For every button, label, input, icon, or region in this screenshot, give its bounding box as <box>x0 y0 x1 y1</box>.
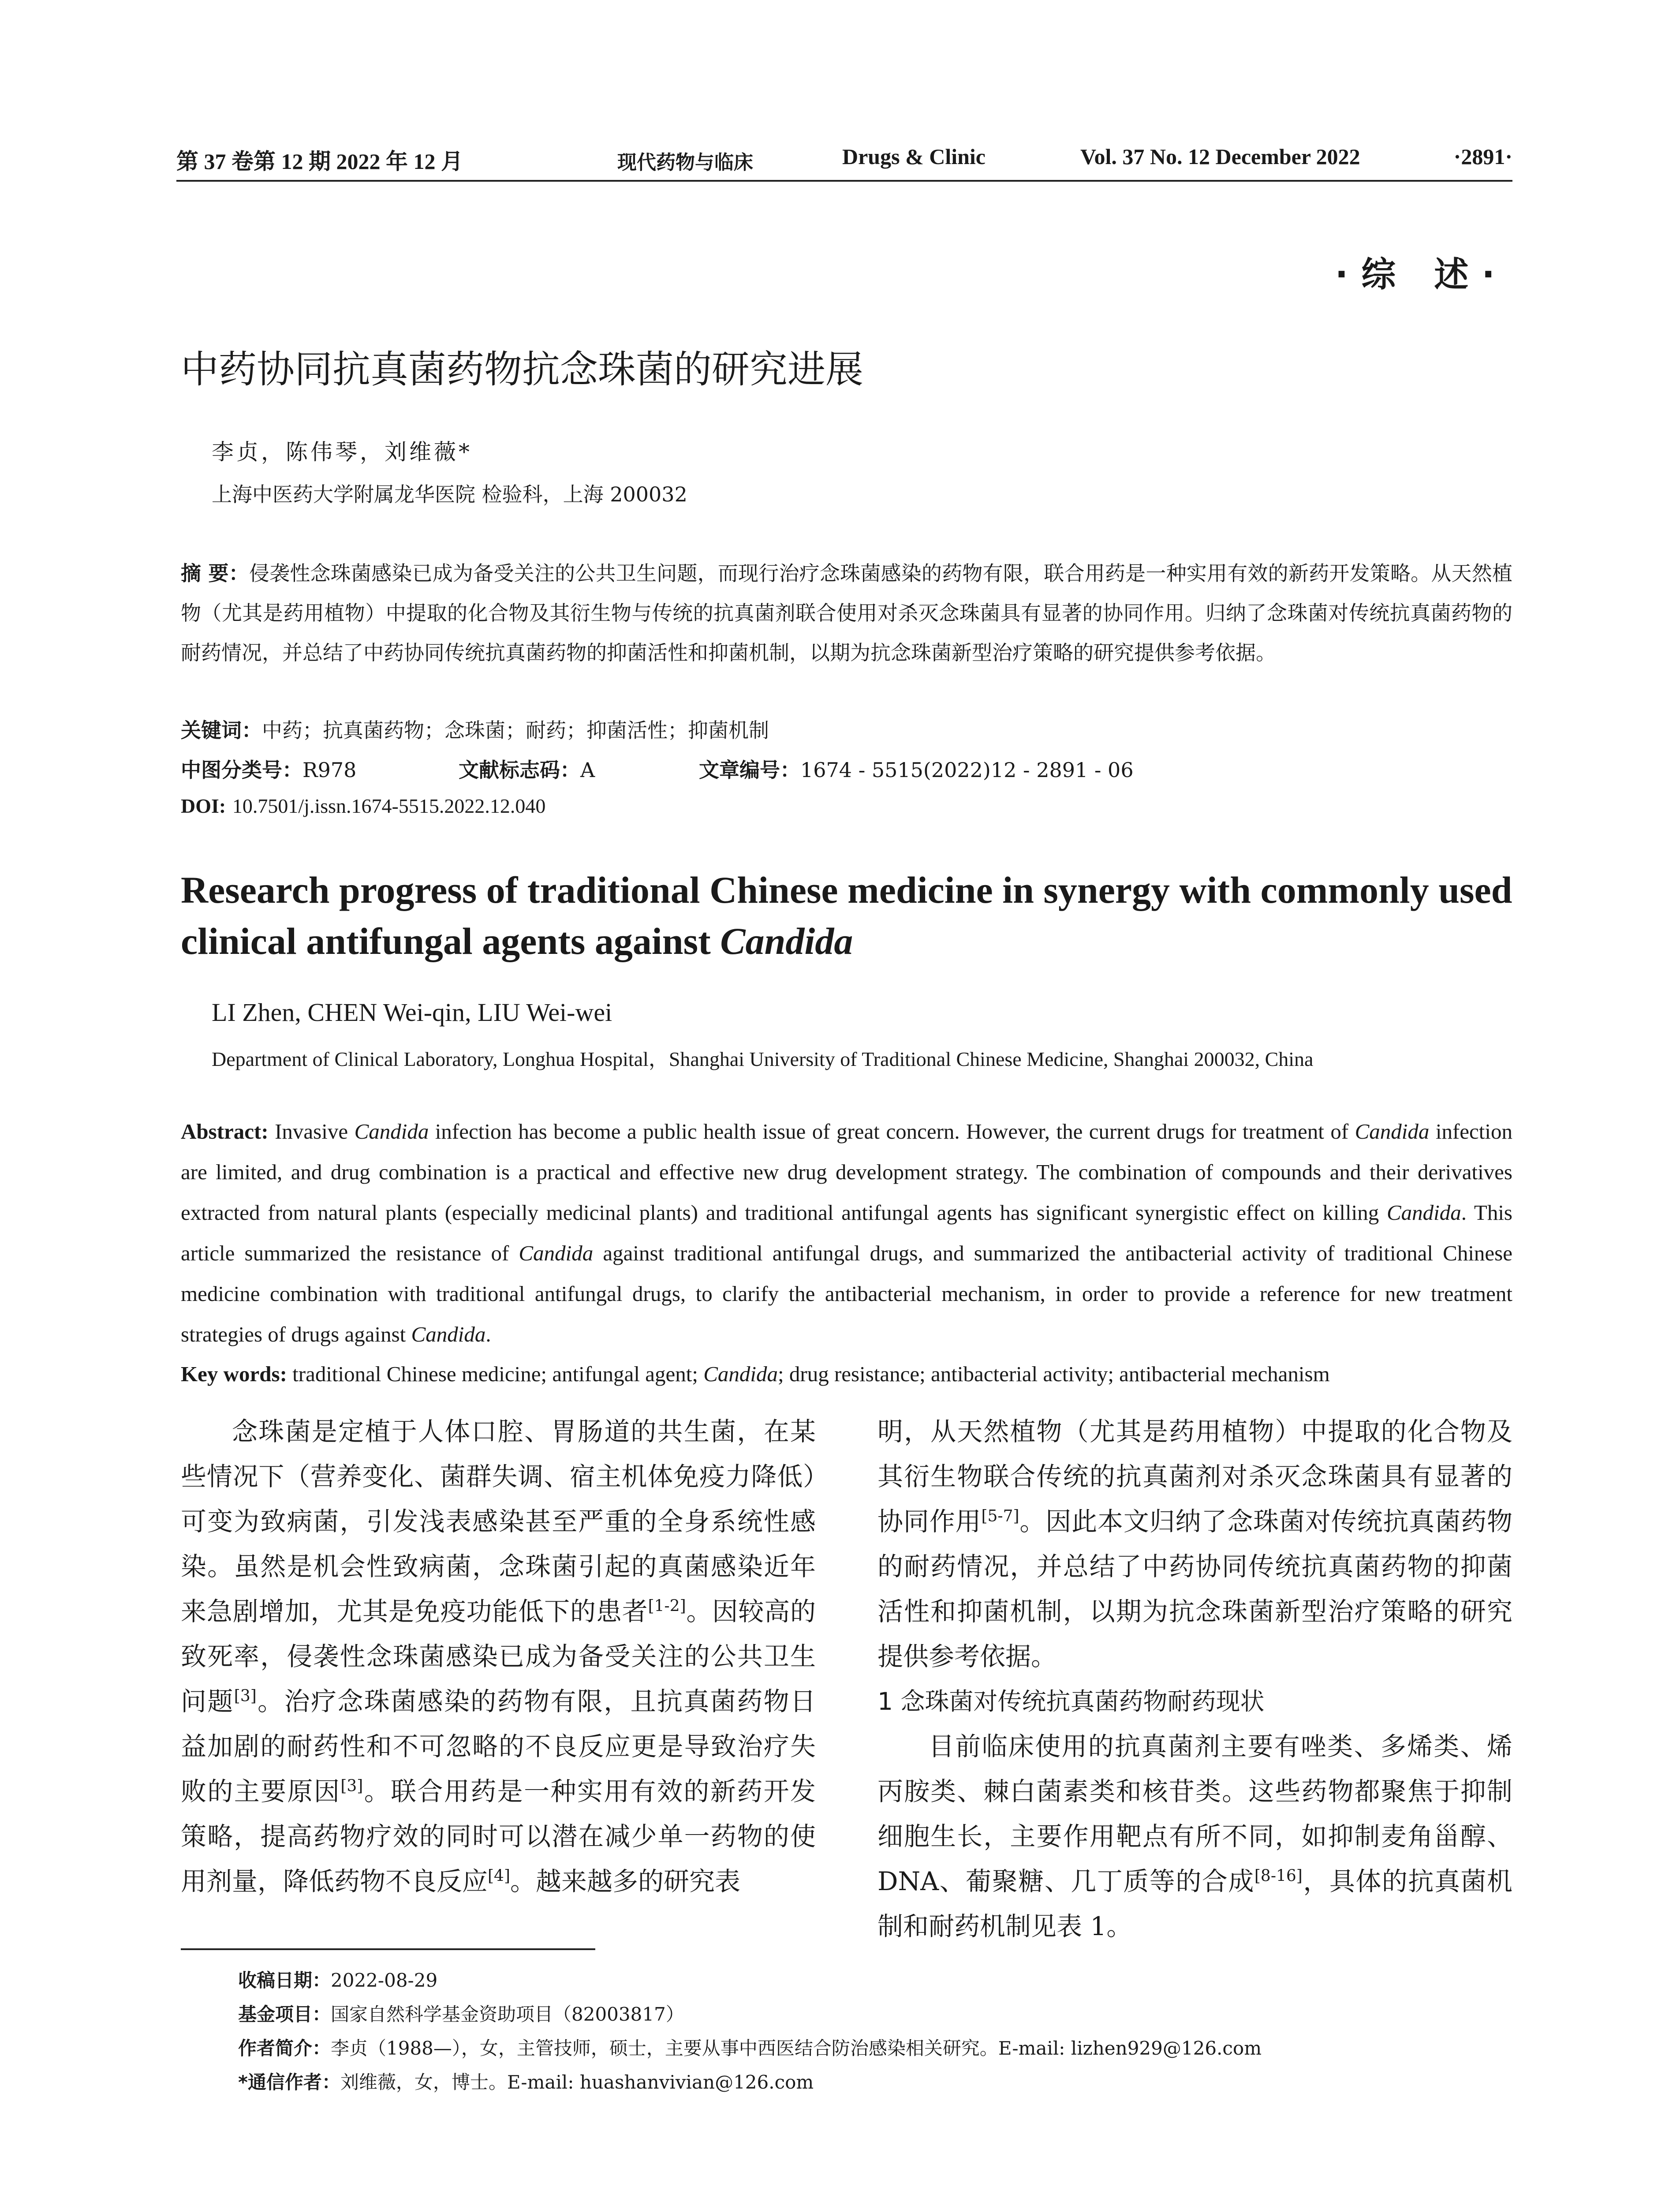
en-abstract-text: Invasive Candida infection has become a public health issue of great concern. However, the current drugs for treatment of Candida infection are limited, and drug combination is a practical and effective new drug development strategy. The combination of compounds and their derivatives extracted from natural plants (especially medicinal plants) and traditional antifungal agents has significant synergistic effect on killing Candida. This article summarized the resistance of Candida against traditional antifungal drugs, and summarized the antibacterial activity of traditional Chinese medicine combination with traditional antifungal drugs, to clarify the antibacterial mechanism, in order to provide a reference for new treatment strategies of drugs against Candida. <box>181 1119 1513 1346</box>
running-header <box>176 140 1512 182</box>
en-title-text: Research progress of traditional Chinese medicine in synergy with commonly used clinical antifungal agents against <box>181 869 1512 962</box>
citation: [3] <box>340 1777 363 1795</box>
footnote-received <box>238 1966 437 1992</box>
en-keywords-label: Key words: <box>181 1362 287 1386</box>
section-1-text-2: ，具体的抗真菌机制和耐药机制见表 1。 <box>877 1866 1512 1941</box>
cn-doi-label: DOI: <box>181 795 226 817</box>
en-abstract <box>181 1111 1512 1355</box>
footnote-corresponding <box>238 2068 814 2094</box>
cn-title: 中药协同抗真菌药物抗念珠菌的研究进展 <box>181 348 863 392</box>
header-issue-cn: 第 37 卷第 12 期 2022 年 12 月 <box>176 149 463 174</box>
intro-text-4: 。联合用药是一种实用有效的新药开发策略，提高药物疗效的同时可以潜在减少单一药物的使用剂量，降低药物不良反应 <box>181 1776 816 1896</box>
en-title <box>181 864 1512 967</box>
cn-abstract <box>181 553 1512 673</box>
cn-clc <box>181 754 356 783</box>
bio-text: 李贞（1988—），女，主管技师，硕士，主要从事中西医结合防治感染相关研究。E-mail: lizhen929@126.com <box>331 2037 1262 2059</box>
section-1-paragraph <box>877 1724 1512 1949</box>
intro-cont-text-1: 明，从天然植物（尤其是药用植物）中提取的化合物及其衍生物联合传统的抗真菌剂对杀灭念珠菌具有显著的协同作用 <box>877 1416 1512 1536</box>
cn-keywords-text: 中药；抗真菌药物；念珠菌；耐药；抑菌活性；抑菌机制 <box>262 718 769 742</box>
footnote-rule <box>181 1948 595 1950</box>
header-issue-en: Vol. 37 No. 12 December 2022 <box>1080 144 1360 169</box>
header-journal-cn: 现代药物与临床 <box>617 151 753 174</box>
cn-affiliation: 上海中医药大学附属龙华医院 检验科，上海 200032 <box>212 482 687 506</box>
cn-doccode-value: A <box>580 758 595 782</box>
body-right-column <box>877 1409 1512 1949</box>
header-page-number: ·2891· <box>1453 144 1512 169</box>
cn-keywords <box>181 714 769 744</box>
cn-doc-code <box>459 754 595 783</box>
cn-abstract-label: 摘 要： <box>181 561 249 585</box>
intro-text-1: 念珠菌是定植于人体口腔、胃肠道的共生菌，在某些情况下（营养变化、菌群失调、宿主机体免疫力降低）可变为致病菌，引发浅表感染甚至严重的全身系统性感染。虽然是机会性致病菌，念珠菌引起的真菌感染近年来急剧增加，尤其是免疫功能低下的患者 <box>181 1416 816 1626</box>
en-abstract-label: Abstract: <box>181 1119 269 1144</box>
en-affiliation: Department of Clinical Laboratory, Longhua Hospital，Shanghai University of Traditional Chinese Medicine, Shanghai 200032, China <box>212 1048 1314 1070</box>
footnote-author-bio <box>238 2034 1262 2060</box>
intro-text-2: 。因较高的致死率，侵袭性念珠菌感染已成为备受关注的公共卫生问题 <box>181 1596 816 1716</box>
citation: [3] <box>234 1687 257 1705</box>
cn-keywords-label: 关键词： <box>181 718 262 742</box>
cn-doi <box>181 794 545 818</box>
section-tag: ·综 述· <box>1335 255 1508 295</box>
corr-label: *通信作者： <box>238 2071 340 2093</box>
en-keywords <box>181 1354 1512 1394</box>
en-authors: LI Zhen, CHEN Wei-qin, LIU Wei-wei <box>212 998 612 1027</box>
section-1-text-1: 目前临床使用的抗真菌剂主要有唑类、多烯类、烯丙胺类、棘白菌素类和核苷类。这些药物都聚焦于抑制细胞生长，主要作用靶点有所不同，如抑制麦角甾醇、DNA、葡聚糖、几丁质等的合成 <box>877 1731 1512 1896</box>
intro-paragraph <box>181 1409 816 1904</box>
en-keywords-text: traditional Chinese medicine; antifungal agent; Candida; drug resistance; antibacterial activity; antibacterial mechanism <box>292 1362 1330 1386</box>
intro-text-5: 。越来越多的研究表 <box>510 1866 741 1896</box>
cn-article-number <box>699 754 1134 783</box>
intro-text-3: 。治疗念珠菌感染的药物有限，且抗真菌药物日益加剧的耐药性和不可忽略的不良反应更是导致治疗失败的主要原因 <box>181 1686 816 1806</box>
cn-authors: 李贞，陈伟琴，刘维薇* <box>212 439 472 465</box>
received-date: 2022-08-29 <box>331 1970 438 1991</box>
cn-clc-value: R978 <box>302 758 357 782</box>
corr-text: 刘维薇，女，博士。E-mail: huashanvivian@126.com <box>340 2071 814 2093</box>
header-journal-en: Drugs & Clinic <box>842 144 986 169</box>
intro-cont-text-2: 。因此本文归纳了念珠菌对传统抗真菌药物的耐药情况，并总结了中药协同传统抗真菌药物的抑菌活性和抑菌机制，以期为抗念珠菌新型治疗策略的研究提供参考依据。 <box>877 1506 1512 1671</box>
cn-article-label: 文章编号： <box>699 758 800 782</box>
cn-doccode-label: 文献标志码： <box>459 758 580 782</box>
fund-label: 基金项目： <box>238 2003 331 2025</box>
intro-continued-paragraph <box>877 1409 1512 1679</box>
citation: [8-16] <box>1254 1867 1303 1885</box>
cn-article-value: 1674 - 5515(2022)12 - 2891 - 06 <box>800 758 1134 782</box>
en-title-italic: Candida <box>720 920 853 962</box>
citation: [5-7] <box>981 1507 1019 1525</box>
citation: [1-2] <box>648 1597 686 1615</box>
cn-abstract-text: 侵袭性念珠菌感染已成为备受关注的公共卫生问题，而现行治疗念珠菌感染的药物有限，联合用药是一种实用有效的新药开发策略。从天然植物（尤其是药用植物）中提取的化合物及其衍生物与传统的抗真菌剂联合使用对杀灭念珠菌具有显著的协同作用。归纳了念珠菌对传统抗真菌药物的耐药情况，并总结了中药协同传统抗真菌药物的抑菌活性和抑菌机制，以期为抗念珠菌新型治疗策略的研究提供参考依据。 <box>181 561 1513 665</box>
citation: [4] <box>488 1867 511 1885</box>
cn-clc-label: 中图分类号： <box>181 758 302 782</box>
cn-doi-value: 10.7501/j.issn.1674-5515.2022.12.040 <box>232 795 546 817</box>
body-left-column <box>181 1409 816 1904</box>
section-1-heading: 1 念珠菌对传统抗真菌药物耐药现状 <box>877 1687 1265 1715</box>
received-label: 收稿日期： <box>238 1970 331 1991</box>
bio-label: 作者简介： <box>238 2037 331 2059</box>
footnote-fund <box>238 2000 684 2026</box>
fund-text: 国家自然科学基金资助项目（82003817） <box>331 2003 684 2025</box>
